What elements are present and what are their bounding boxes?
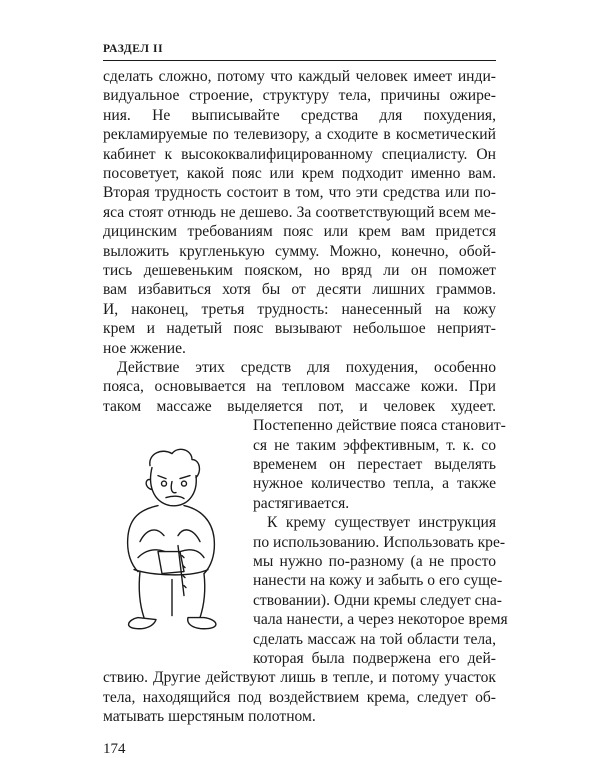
text-line: посоветует, какой пояс или крем подходит именно вам. — [103, 165, 496, 182]
text-line: Вторая трудность состоит в том, что эти средства или по- — [103, 184, 496, 202]
text-line: выложить кругленькую сумму. Можно, конечно, обой- — [103, 242, 496, 260]
page-number: 174 — [103, 740, 126, 757]
header-rule — [103, 60, 496, 61]
text-line: ния. Не выписывайте средства для похудения, — [103, 106, 496, 124]
text-line: ся не таким эффективным, т. к. со — [253, 436, 496, 454]
text-line: нужное количество тепла, а также — [253, 475, 496, 493]
text-line: видуальное строение, структуру тела, причины ожире- — [103, 87, 496, 105]
text-line: растягивается. — [253, 494, 350, 512]
text-line: мы нужно по-разному (а не просто — [253, 553, 496, 570]
section-header: РАЗДЕЛ II — [103, 43, 164, 55]
text-line: яса стоят отнюдь не дешево. За соответствующий всем ме- — [103, 203, 496, 221]
text-line: по использованию. Использовать кре- — [253, 533, 506, 551]
text-line: таком массаже выделяется пот, и человек худеет. — [103, 397, 496, 415]
text-line: временем он перестает выделять — [253, 456, 496, 473]
text-line: ное жжение. — [103, 339, 186, 357]
text-line: нанести на кожу и забыть о его суще- — [253, 572, 503, 590]
text-line: И, наконец, третья трудность: нанесенный на кожу — [103, 300, 496, 318]
text-line: ствию. Другие действуют лишь в тепле, и потому участок — [103, 669, 496, 687]
text-line: Постепенно действие пояса становит- — [253, 417, 506, 435]
text-line: кабинет к высококвалифицированному специалисту. Он — [103, 145, 496, 163]
text-line: ствовании). Одни кремы следует сна- — [253, 591, 502, 609]
text-line: К крему существует инструкция — [267, 514, 496, 532]
text-line: крем и надетый пояс вызывают небольшое неприят- — [103, 320, 496, 338]
text-line: которая была подвержена его дей- — [253, 650, 496, 667]
man-with-belt-illustration — [100, 412, 250, 664]
text-line: пояса, основывается на тепловом массаже кожи. При — [103, 378, 496, 396]
text-line: матывать шерстяным полотном. — [103, 708, 316, 726]
text-line: рекламируемые по телевизору, а сходите в косметический — [103, 126, 496, 144]
text-line: дицинским требованиям пояс или крем вам придется — [103, 223, 496, 241]
text-line: тела, находящийся под воздействием крема, следует об- — [103, 688, 496, 706]
text-line: сделать сложно, потому что каждый человек имеет инди- — [103, 68, 496, 85]
text-line: вам избавиться хотя бы от десяти лишних граммов. — [103, 281, 496, 299]
text-line: сделать массаж на той области тела, — [253, 630, 496, 648]
text-line: Действие этих средств для похудения, особенно — [117, 359, 496, 376]
text-line: тись дешевеньким пояском, но вряд ли он поможет — [103, 262, 496, 279]
text-line: чала нанести, а через некоторое время — [253, 611, 508, 629]
